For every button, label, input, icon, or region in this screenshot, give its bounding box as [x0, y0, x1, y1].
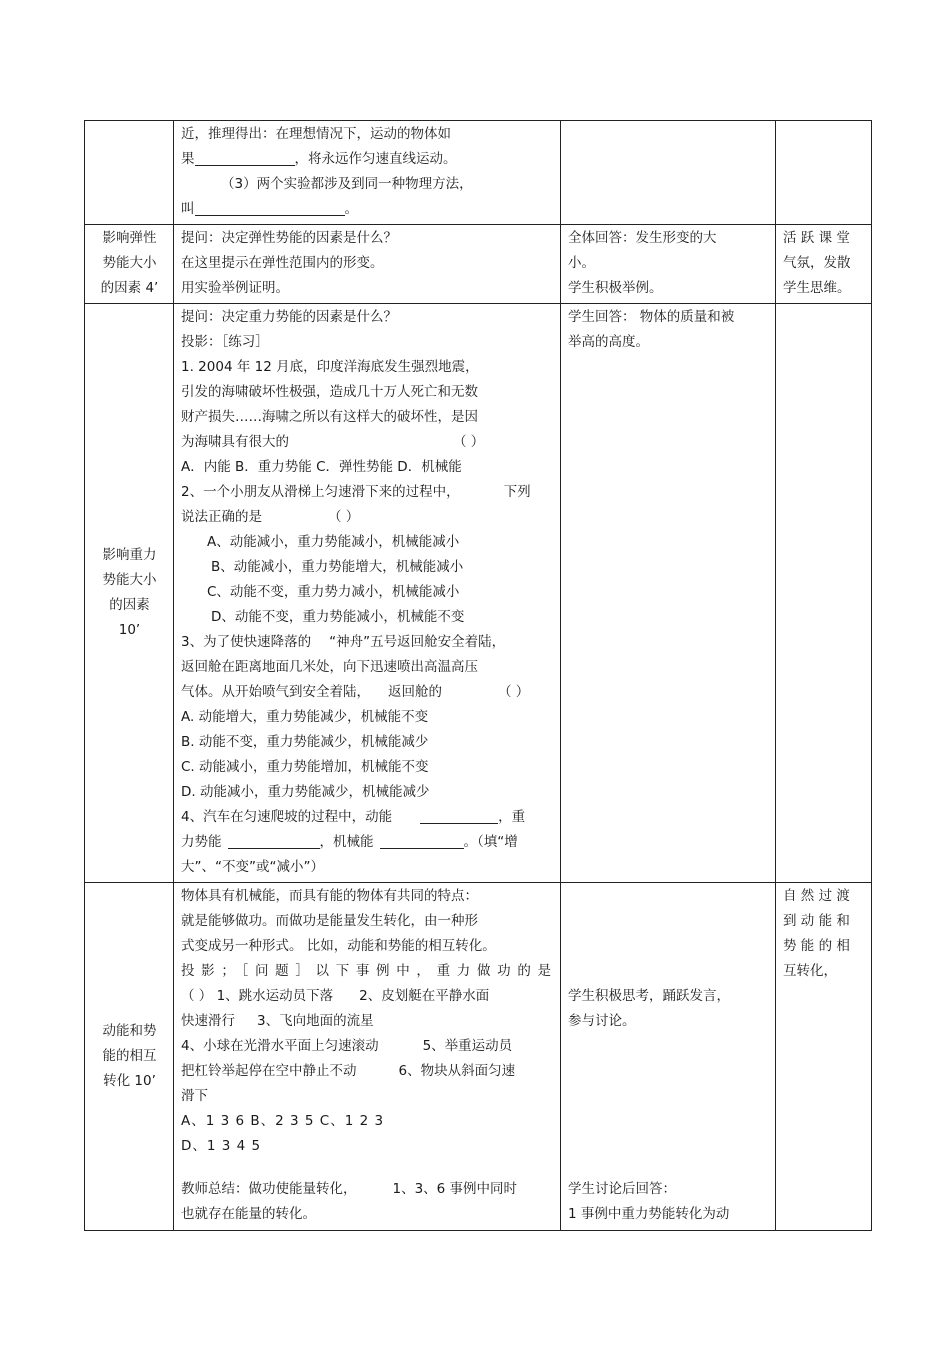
content-line: 。（填“增	[463, 834, 518, 850]
student-cell	[561, 225, 776, 304]
content-line: 大”、“不变”或“减小”）	[181, 859, 324, 875]
content-line: 在这里提示在弹性范围内的形变。	[181, 255, 384, 271]
content-line: 6、物块从斜面匀速	[398, 1063, 516, 1079]
content-line: 把杠铃举起停在空中静止不动	[181, 1063, 357, 1079]
content-line: 就是能够做功。而做功是能量发生转化，由一种形	[181, 913, 478, 929]
intent-line: 到 动 能 和	[783, 913, 850, 929]
content-line: 叫	[181, 201, 195, 217]
content-line: 为海啸具有很大的	[181, 434, 289, 450]
student-line: 全体回答：发生形变的大	[568, 230, 717, 246]
content-cell	[174, 883, 561, 1231]
content-line: 也就存在能量的转化。	[181, 1206, 316, 1222]
content-line: ，重	[498, 809, 526, 825]
fill-blank	[420, 808, 498, 824]
table-row-elastic-energy	[85, 225, 872, 304]
fill-blank	[380, 833, 464, 849]
intent-cell	[776, 121, 872, 225]
content-line: 滑下	[181, 1088, 208, 1104]
content-line: 教师总结：做功使能量转化，	[181, 1181, 357, 1197]
student-line: 1 事例中重力势能转化为动	[568, 1206, 730, 1222]
student-cell	[561, 304, 776, 883]
content-line: 说法正确的是	[181, 509, 262, 525]
table-row-gravity-energy	[85, 304, 872, 883]
content-line: 1、3、6 事例中同时	[392, 1181, 518, 1197]
fill-blank	[195, 200, 345, 216]
intent-line: 活 跃 课 堂	[783, 230, 850, 246]
option-line: A. 动能增大，重力势能减少，机械能不变	[181, 709, 429, 725]
student-line: 学生回答： 物体的质量和被	[568, 309, 735, 325]
student-line: 举高的高度。	[568, 334, 649, 350]
content-line: 返回舱在距离地面几米处，向下迅速喷出高温高压	[181, 659, 478, 675]
content-line: 投影；［问题］以下事例中，重力做功的是	[181, 963, 554, 979]
content-line: 物体具有机械能，而具有能的物体有共同的特点：	[181, 888, 478, 904]
intent-line: 气氛，发散	[783, 255, 851, 271]
topic-cell	[85, 304, 174, 883]
content-cell	[174, 225, 561, 304]
topic-line: 势能大小	[102, 571, 157, 588]
content-line: （3）两个实验都涉及到同一种物理方法，	[221, 176, 473, 192]
option-line: C、动能不变，重力势力减小，机械能减小	[207, 584, 460, 600]
topic-cell	[85, 121, 174, 225]
content-line: ，将永远作匀速直线运动。	[294, 151, 457, 167]
topic-line: 影响重力	[102, 546, 157, 563]
content-line: 提问：决定弹性势能的因素是什么？	[181, 230, 397, 246]
intent-line: 势 能 的 相	[783, 938, 850, 954]
content-line: 1. 2004 年 12 月底，印度洋海底发生强烈地震，	[181, 359, 479, 375]
content-line: 4、汽车在匀速爬坡的过程中，动能	[181, 809, 393, 825]
content-line: （ ） 1、跳水运动员下落	[181, 988, 334, 1004]
topic-line: 动能和势	[102, 1022, 157, 1039]
content-line: 投影：［练习］	[181, 334, 269, 350]
content-line: 2、皮划艇在平静水面	[359, 988, 490, 1004]
option-line: A、动能减小，重力势能减小，机械能减小	[207, 534, 460, 550]
content-line: 气体。从开始喷气到安全着陆，	[181, 684, 370, 700]
content-line: 力势能	[181, 834, 222, 850]
intent-cell	[776, 225, 872, 304]
content-line: 2、一个小朋友从滑梯上匀速滑下来的过程中，	[181, 484, 460, 500]
lesson-plan-table	[84, 120, 872, 1231]
intent-cell	[776, 883, 872, 1231]
option-line: B、动能减小，重力势能增大，机械能减小	[211, 559, 464, 575]
content-line: 3、为了使快速降落的	[181, 634, 312, 650]
topic-line: 的因素	[109, 596, 150, 613]
table-row-continuation	[85, 121, 872, 225]
topic-line: 转化 10’	[103, 1072, 156, 1089]
content-line: A．内能 B．重力势能 C．弹性势能 D．机械能	[181, 459, 462, 475]
intent-cell	[776, 304, 872, 883]
topic-line: 势能大小	[102, 255, 157, 271]
content-line: 提问：决定重力势能的因素是什么？	[181, 309, 397, 325]
student-line: 参与讨论。	[568, 1013, 636, 1029]
intent-line: 自 然 过 渡	[783, 888, 850, 904]
content-line: “神舟”五号返回舱安全着陆，	[329, 634, 506, 650]
topic-cell	[85, 225, 174, 304]
content-line: 财产损失……海啸之所以有这样大的破坏性，是因	[181, 409, 478, 425]
option-line: C. 动能减小，重力势能增加，机械能不变	[181, 759, 429, 775]
content-cell	[174, 304, 561, 883]
content-line: 下列	[503, 484, 531, 500]
content-line: 快速滑行	[181, 1013, 235, 1029]
topic-cell	[85, 883, 174, 1231]
content-line: 引发的海啸破坏性极强，造成几十万人死亡和无数	[181, 384, 478, 400]
fill-blank	[228, 833, 320, 849]
student-cell	[561, 883, 776, 1231]
content-line: ，机械能	[319, 834, 374, 850]
content-line: 近，推理得出：在理想情况下，运动的物体如	[181, 126, 451, 142]
content-line: 果	[181, 151, 195, 167]
content-line: 5、举重运动员	[422, 1038, 513, 1054]
answer-options: A、1 3 6 B、2 3 5 C、1 2 3	[181, 1113, 385, 1129]
option-line: D. 动能减小，重力势能减少，机械能减少	[181, 784, 430, 800]
topic-line: 的因素 4’	[100, 280, 159, 296]
topic-line: 10’	[118, 621, 141, 638]
student-line: 学生积极举例。	[568, 280, 663, 296]
content-line: 。	[344, 201, 358, 217]
topic-line: 影响弹性	[102, 230, 157, 246]
content-cell	[174, 121, 561, 225]
answer-bracket: （ ）	[328, 509, 360, 525]
student-line: 小。	[568, 255, 595, 271]
option-line: B. 动能不变，重力势能减少，机械能减少	[181, 734, 429, 750]
answer-bracket: （ ）	[453, 434, 485, 450]
topic-line: 能的相互	[102, 1047, 157, 1064]
student-line: 学生讨论后回答：	[568, 1181, 676, 1197]
content-line: 返回舱的	[388, 684, 442, 700]
fill-blank	[195, 150, 295, 166]
intent-line: 互转化，	[783, 963, 837, 979]
content-line: 4、小球在光滑水平面上匀速滚动	[181, 1038, 379, 1054]
answer-bracket: （ ）	[498, 684, 530, 700]
content-line: 3、飞向地面的流星	[257, 1013, 374, 1029]
intent-line: 学生思维。	[783, 280, 851, 296]
answer-options: D、1 3 4 5	[181, 1138, 262, 1154]
student-cell	[561, 121, 776, 225]
content-line: 式变成另一种形式。 比如，动能和势能的相互转化。	[181, 938, 496, 954]
content-line: 用实验举例证明。	[181, 280, 289, 296]
option-line: D、动能不变，重力势能减小，机械能不变	[211, 609, 465, 625]
student-line: 学生积极思考，踊跃发言，	[568, 988, 730, 1004]
table-row-energy-conversion	[85, 883, 872, 1231]
